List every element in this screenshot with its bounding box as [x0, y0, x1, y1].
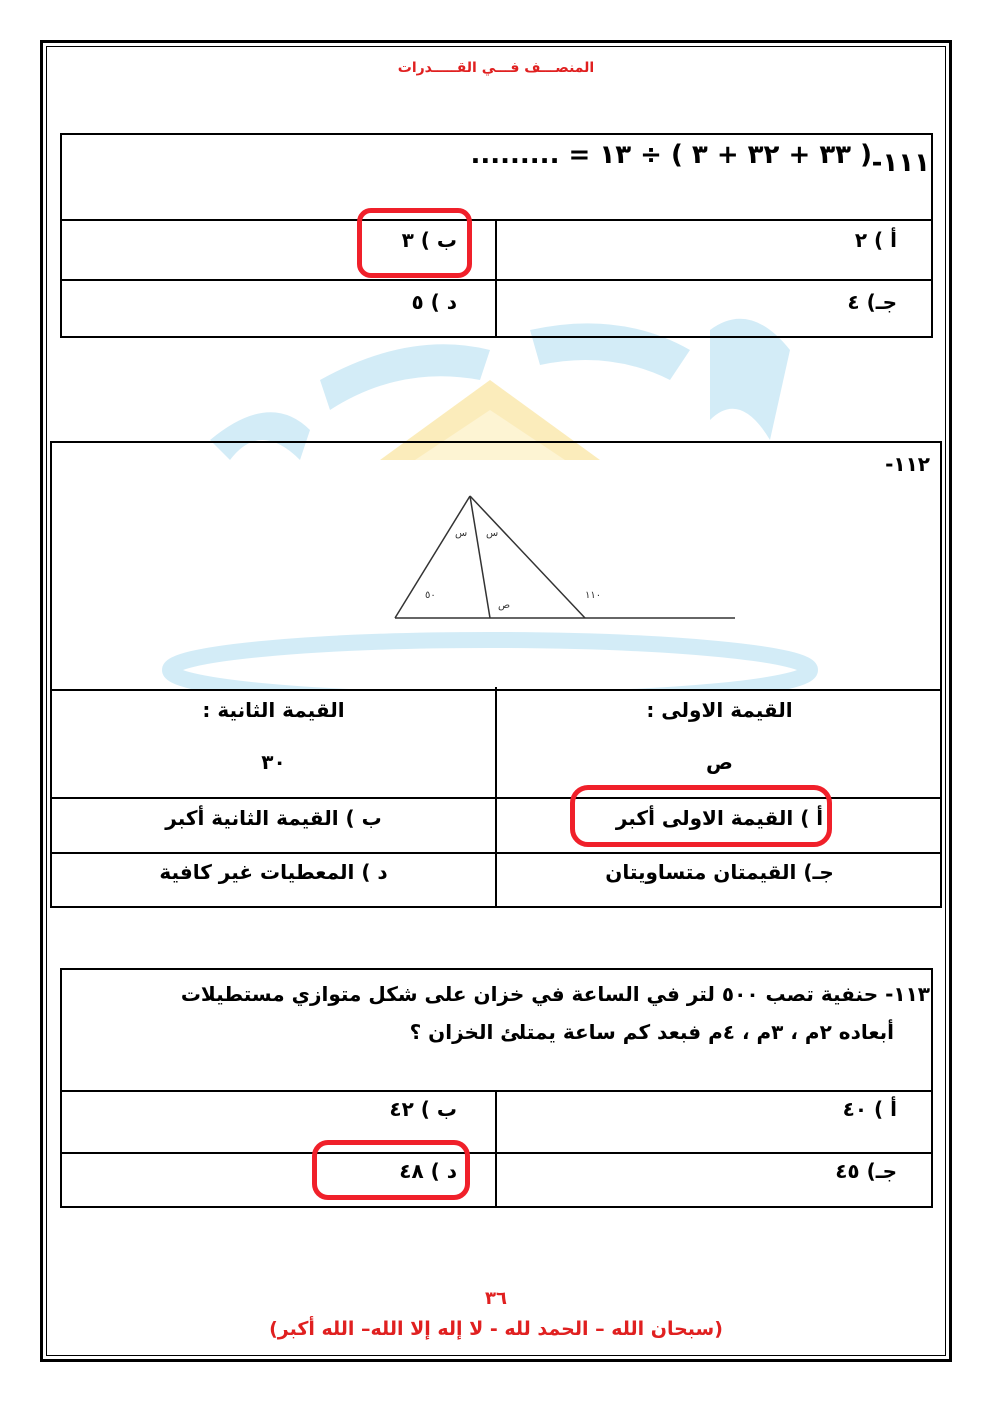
q112-number: ١١٢-	[885, 452, 930, 476]
q112-option-c[interactable]: جـ) القيمتان متساويتان	[605, 860, 834, 884]
footer-text: (سبحان الله – الحمد لله - لا إله إلا الله– الله أكبر)	[269, 1318, 723, 1340]
q113-divider	[495, 1090, 497, 1206]
q111-option-d[interactable]: د ) ٥	[411, 290, 457, 314]
q113-option-b[interactable]: ب ) ٤٢	[389, 1097, 457, 1121]
q112-first-value: ص	[706, 750, 733, 774]
q112-option-b[interactable]: ب ) القيمة الثانية أكبر	[165, 806, 382, 830]
q113-question-line2: أبعاده ٢م ، ٣م ، ٤م فبعد كم ساعة يمتلئ الخزان ؟	[409, 1020, 894, 1044]
q111-option-a[interactable]: أ ) ٢	[854, 228, 897, 252]
q113-option-a[interactable]: أ ) ٤٠	[842, 1097, 897, 1121]
q113-option-c[interactable]: جـ) ٤٥	[835, 1159, 897, 1183]
q113-option-d[interactable]: د ) ٤٨	[399, 1159, 457, 1183]
q111-answer-highlight	[357, 208, 472, 278]
q111-option-b[interactable]: ب ) ٣	[401, 228, 457, 252]
q112-option-a[interactable]: أ ) القيمة الاولى أكبر	[615, 806, 824, 830]
q113-answer-highlight	[312, 1140, 470, 1200]
q112-triangle-diagram	[380, 488, 750, 628]
q112-option-d[interactable]: د ) المعطيات غير كافية	[159, 860, 388, 884]
label-bottom-mid: ص	[498, 600, 511, 611]
label-top-left: س	[455, 528, 468, 539]
page-number: ٣٦	[485, 1288, 507, 1309]
label-left-angle: ٥٠	[425, 590, 436, 601]
q113-question-line1: ١١٣- حنفية تصب ٥٠٠ لتر في الساعة في خزان على شكل متوازي مستطيلات	[180, 982, 930, 1006]
q111-expression: ( ٣٣ + ٣٢ + ٣ ) ÷ ١٣ = .........	[470, 140, 872, 170]
q111-number: ١١١-	[871, 148, 930, 178]
q112-answer-highlight	[570, 785, 832, 847]
label-right-ext: ١١٠	[585, 590, 602, 601]
q111-divider	[495, 219, 497, 336]
q112-second-title: القيمة الثانية :	[202, 698, 345, 722]
label-top-right: س	[486, 528, 499, 539]
q112-first-title: القيمة الاولى :	[646, 698, 793, 722]
header-title: المنصـــف فـــي القـــــدرات	[397, 60, 595, 76]
q112-second-value: ٣٠	[261, 750, 286, 774]
q111-option-c[interactable]: جـ) ٤	[847, 290, 897, 314]
